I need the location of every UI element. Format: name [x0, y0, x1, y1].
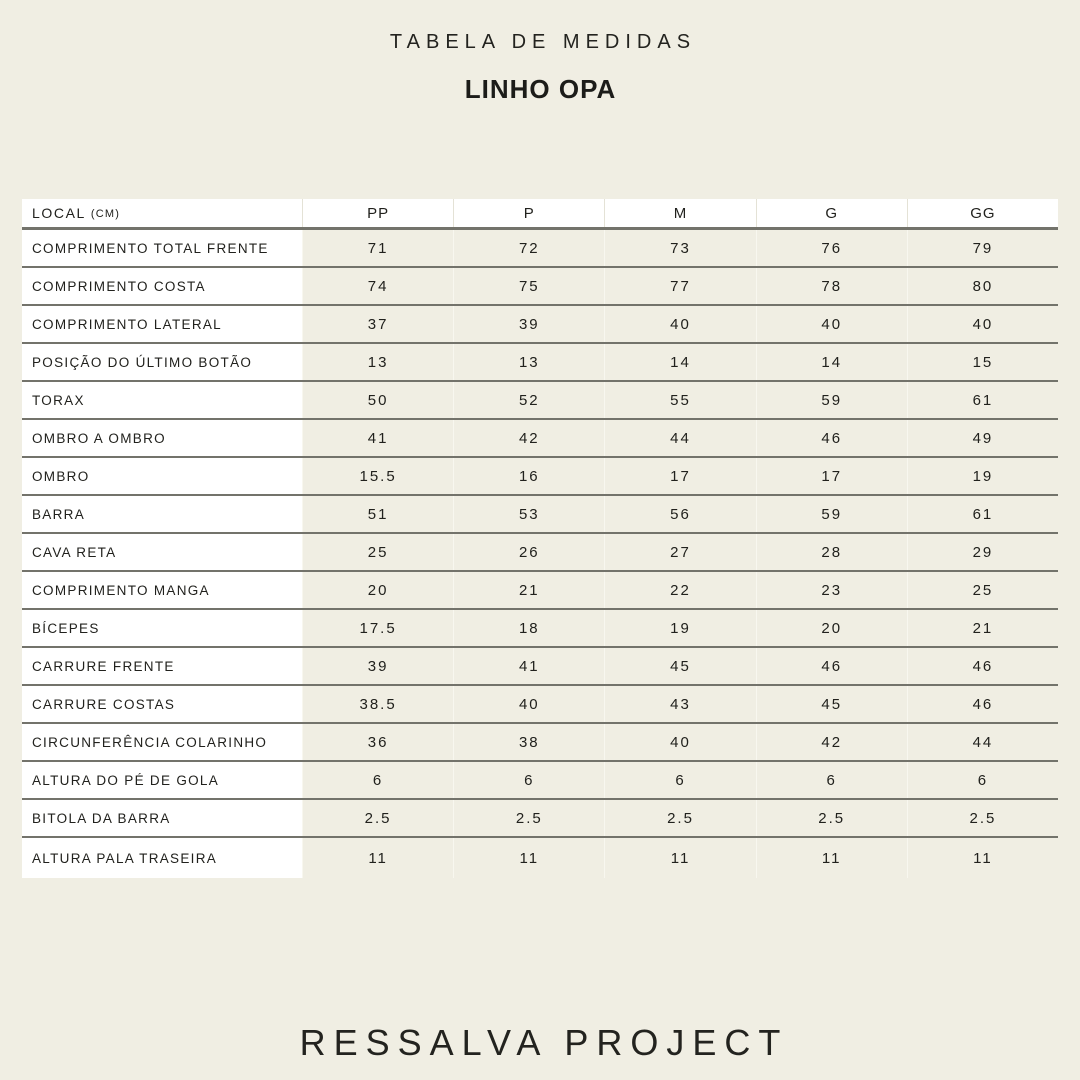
row-value: 45 — [756, 686, 907, 722]
row-value: 11 — [302, 838, 453, 878]
row-value: 2.5 — [453, 800, 604, 836]
header-size-pp: PP — [302, 199, 453, 227]
row-value: 2.5 — [604, 800, 755, 836]
row-value: 75 — [453, 268, 604, 304]
row-label: BÍCEPES — [22, 610, 302, 646]
row-label: BARRA — [22, 496, 302, 532]
row-value: 40 — [453, 686, 604, 722]
row-value: 11 — [907, 838, 1058, 878]
row-value: 56 — [604, 496, 755, 532]
row-value: 42 — [756, 724, 907, 760]
header-size-m: M — [604, 199, 755, 227]
size-table — [22, 199, 1058, 878]
row-value: 39 — [302, 648, 453, 684]
row-value: 77 — [604, 268, 755, 304]
table-row — [22, 306, 1058, 344]
row-value: 28 — [756, 534, 907, 570]
row-value: 46 — [907, 686, 1058, 722]
row-label: OMBRO — [22, 458, 302, 494]
row-value: 40 — [604, 306, 755, 342]
row-value: 59 — [756, 382, 907, 418]
row-value: 6 — [756, 762, 907, 798]
row-label: ALTURA PALA TRASEIRA — [22, 838, 302, 878]
row-value: 11 — [756, 838, 907, 878]
row-value: 19 — [907, 458, 1058, 494]
header-local-cell — [22, 199, 302, 227]
row-label: POSIÇÃO DO ÚLTIMO BOTÃO — [22, 344, 302, 380]
header-size-p: P — [453, 199, 604, 227]
table-row — [22, 724, 1058, 762]
row-value: 40 — [604, 724, 755, 760]
row-value: 25 — [907, 572, 1058, 608]
row-value: 16 — [453, 458, 604, 494]
row-value: 53 — [453, 496, 604, 532]
row-value: 20 — [756, 610, 907, 646]
row-value: 39 — [453, 306, 604, 342]
table-row — [22, 686, 1058, 724]
row-label: CARRURE FRENTE — [22, 648, 302, 684]
row-value: 17 — [604, 458, 755, 494]
row-value: 6 — [907, 762, 1058, 798]
row-value: 18 — [453, 610, 604, 646]
table-row — [22, 610, 1058, 648]
table-body — [22, 230, 1058, 878]
row-value: 6 — [302, 762, 453, 798]
row-value: 21 — [453, 572, 604, 608]
page-title: TABELA DE MEDIDAS — [389, 31, 697, 53]
row-value: 41 — [302, 420, 453, 456]
row-value: 11 — [453, 838, 604, 878]
row-value: 6 — [604, 762, 755, 798]
row-value: 74 — [302, 268, 453, 304]
table-row — [22, 382, 1058, 420]
row-label: COMPRIMENTO TOTAL FRENTE — [22, 230, 302, 266]
row-value: 19 — [604, 610, 755, 646]
row-value: 13 — [453, 344, 604, 380]
row-label: COMPRIMENTO COSTA — [22, 268, 302, 304]
row-value: 55 — [604, 382, 755, 418]
row-value: 71 — [302, 230, 453, 266]
table-row — [22, 534, 1058, 572]
row-value: 27 — [604, 534, 755, 570]
row-value: 46 — [756, 420, 907, 456]
row-value: 37 — [302, 306, 453, 342]
product-name: LINHO OPA — [464, 74, 617, 104]
table-header-row — [22, 199, 1058, 230]
unit-label: (CM) — [90, 208, 121, 220]
row-value: 76 — [756, 230, 907, 266]
row-value: 25 — [302, 534, 453, 570]
row-value: 21 — [907, 610, 1058, 646]
row-value: 72 — [453, 230, 604, 266]
row-value: 14 — [604, 344, 755, 380]
row-value: 46 — [907, 648, 1058, 684]
row-value: 17.5 — [302, 610, 453, 646]
row-value: 61 — [907, 382, 1058, 418]
table-row — [22, 762, 1058, 800]
row-value: 73 — [604, 230, 755, 266]
table-row — [22, 800, 1058, 838]
row-value: 29 — [907, 534, 1058, 570]
row-value: 44 — [604, 420, 755, 456]
row-value: 40 — [756, 306, 907, 342]
row-value: 45 — [604, 648, 755, 684]
table-row — [22, 838, 1058, 878]
row-label: TORAX — [22, 382, 302, 418]
row-value: 11 — [604, 838, 755, 878]
row-value: 2.5 — [907, 800, 1058, 836]
row-value: 38 — [453, 724, 604, 760]
row-value: 79 — [907, 230, 1058, 266]
row-value: 46 — [756, 648, 907, 684]
row-value: 52 — [453, 382, 604, 418]
row-value: 17 — [756, 458, 907, 494]
row-value: 13 — [302, 344, 453, 380]
header-size-g: G — [756, 199, 907, 227]
row-value: 50 — [302, 382, 453, 418]
row-value: 36 — [302, 724, 453, 760]
row-value: 15.5 — [302, 458, 453, 494]
row-value: 40 — [907, 306, 1058, 342]
table-row — [22, 344, 1058, 382]
row-value: 6 — [453, 762, 604, 798]
row-value: 44 — [907, 724, 1058, 760]
row-label: CARRURE COSTAS — [22, 686, 302, 722]
row-value: 49 — [907, 420, 1058, 456]
header-size-gg: GG — [907, 199, 1058, 227]
row-value: 2.5 — [302, 800, 453, 836]
table-row — [22, 496, 1058, 534]
row-value: 38.5 — [302, 686, 453, 722]
table-row — [22, 268, 1058, 306]
row-value: 14 — [756, 344, 907, 380]
brand-logo-text: RESSALVA PROJECT — [299, 1022, 789, 1063]
table-row — [22, 458, 1058, 496]
row-value: 42 — [453, 420, 604, 456]
row-label: BITOLA DA BARRA — [22, 800, 302, 836]
row-value: 59 — [756, 496, 907, 532]
row-value: 80 — [907, 268, 1058, 304]
row-value: 26 — [453, 534, 604, 570]
row-label: CAVA RETA — [22, 534, 302, 570]
row-value: 2.5 — [756, 800, 907, 836]
row-value: 15 — [907, 344, 1058, 380]
table-row — [22, 572, 1058, 610]
row-label: OMBRO A OMBRO — [22, 420, 302, 456]
table-row — [22, 648, 1058, 686]
table-row — [22, 230, 1058, 268]
row-value: 61 — [907, 496, 1058, 532]
row-value: 51 — [302, 496, 453, 532]
row-value: 41 — [453, 648, 604, 684]
row-value: 20 — [302, 572, 453, 608]
local-label: LOCAL — [32, 205, 86, 221]
row-value: 23 — [756, 572, 907, 608]
row-label: COMPRIMENTO LATERAL — [22, 306, 302, 342]
row-label: ALTURA DO PÉ DE GOLA — [22, 762, 302, 798]
row-value: 43 — [604, 686, 755, 722]
row-label: COMPRIMENTO MANGA — [22, 572, 302, 608]
row-value: 22 — [604, 572, 755, 608]
table-row — [22, 420, 1058, 458]
row-value: 78 — [756, 268, 907, 304]
row-label: CIRCUNFERÊNCIA COLARINHO — [22, 724, 302, 760]
